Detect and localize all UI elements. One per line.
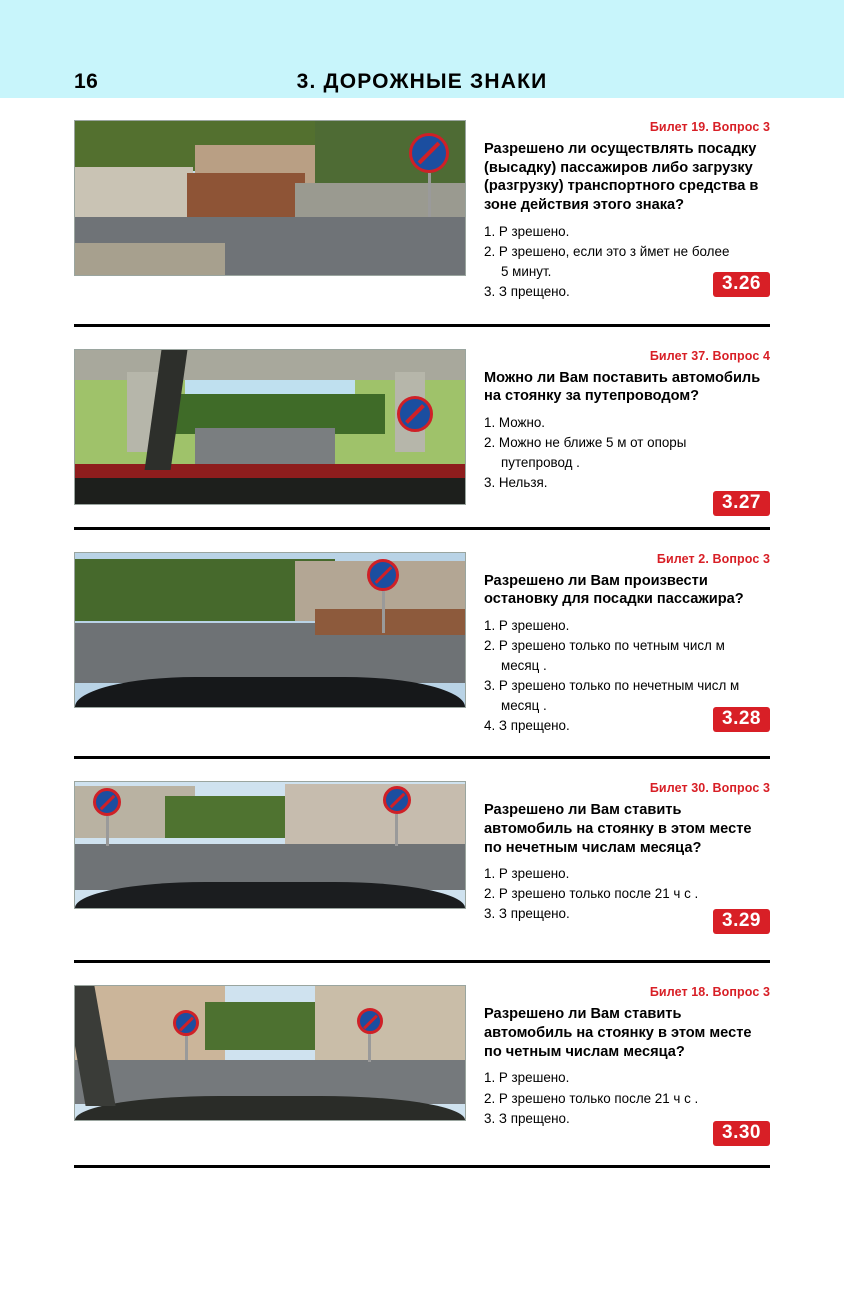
question-block-5 bbox=[74, 963, 770, 1164]
figure-number: 3.26 bbox=[713, 272, 770, 297]
no-stopping-sign bbox=[367, 559, 399, 591]
answer-option: 2. Р зрешено, если это з ймет не более bbox=[484, 243, 730, 259]
answer-list bbox=[484, 1068, 770, 1127]
answer-option: 3. Р зрешено только по нечетным числ м bbox=[484, 678, 740, 694]
question-prompt: Разрешено ли Вам ставить автомобиль на стоянку в этом месте по нечетным числам месяца? bbox=[484, 802, 752, 856]
question-text-4 bbox=[466, 781, 770, 932]
ticket-label: Билет 19. Вопрос 3 bbox=[649, 120, 770, 134]
page-header bbox=[0, 0, 844, 98]
answer-option: 1. Р зрешено. bbox=[484, 223, 570, 239]
answer-option: 2. Р зрешено только после 21 ч с . bbox=[484, 886, 699, 902]
page-number: 16 bbox=[74, 70, 99, 93]
answer-option: 1. Р зрешено. bbox=[484, 1070, 570, 1086]
answer-option: 2. Р зрешено только после 21 ч с . bbox=[484, 1090, 699, 1106]
question-prompt: Разрешено ли Вам произвести остановку для посадки пассажира? bbox=[484, 572, 744, 608]
answer-option: 2. Р зрешено только по четным числ м bbox=[484, 638, 725, 654]
question-photo-3 bbox=[74, 552, 466, 708]
answer-option: 4. З прещено. bbox=[484, 718, 570, 734]
questions-container bbox=[0, 98, 844, 1168]
answer-option: 3. З прещено. bbox=[484, 283, 570, 299]
question-photo-5 bbox=[74, 985, 466, 1121]
question-prompt: Разрешено ли осуществлять посадку (высадку) пассажиров либо загрузку (разгрузку) транспортного средства в зоне действия этого знака? bbox=[484, 141, 759, 214]
divider bbox=[74, 1165, 770, 1168]
figure-number: 3.28 bbox=[713, 707, 770, 732]
question-block-2 bbox=[74, 327, 770, 527]
answer-option: 3. З прещено. bbox=[484, 906, 570, 922]
answer-option: 3. Нельзя. bbox=[484, 475, 548, 491]
question-block-1 bbox=[74, 98, 770, 324]
question-photo-2 bbox=[74, 349, 466, 505]
question-prompt: Разрешено ли Вам ставить автомобиль на стоянку в этом месте по четным числам месяца? bbox=[484, 1006, 752, 1060]
answer-option: 3. З прещено. bbox=[484, 1110, 570, 1126]
question-photo-4 bbox=[74, 781, 466, 909]
question-prompt: Можно ли Вам поставить автомобиль на стоянку за путепроводом? bbox=[484, 369, 761, 405]
question-block-4 bbox=[74, 759, 770, 960]
answer-option-continuation: 5 минут. bbox=[501, 263, 552, 279]
ticket-label: Билет 30. Вопрос 3 bbox=[649, 781, 770, 796]
page-title: 3. ДОРОЖНЫЕ ЗНАКИ bbox=[296, 70, 548, 93]
answer-option: 1. Р зрешено. bbox=[484, 618, 570, 634]
no-stopping-sign bbox=[409, 133, 449, 173]
figure-number: 3.29 bbox=[713, 909, 770, 934]
figure-number: 3.27 bbox=[713, 491, 770, 516]
answer-option-continuation: путепровод . bbox=[501, 455, 580, 471]
answer-option-continuation: месяц . bbox=[501, 658, 547, 674]
no-stopping-sign bbox=[397, 396, 433, 432]
ticket-label: Билет 18. Вопрос 3 bbox=[649, 985, 770, 1000]
answer-list bbox=[484, 413, 770, 492]
figure-number: 3.30 bbox=[713, 1121, 770, 1146]
question-text-3 bbox=[466, 552, 770, 737]
question-text-1 bbox=[466, 120, 770, 302]
question-block-3 bbox=[74, 530, 770, 757]
question-text-2 bbox=[466, 348, 770, 513]
answer-option: 1. Можно. bbox=[484, 415, 546, 431]
answer-option-continuation: месяц . bbox=[501, 698, 547, 714]
answer-option: 1. Р зрешено. bbox=[484, 866, 570, 882]
answer-option: 2. Можно не ближе 5 м от опоры bbox=[484, 435, 687, 451]
question-photo-1 bbox=[74, 120, 466, 276]
ticket-label: Билет 2. Вопрос 3 bbox=[656, 551, 770, 566]
question-text-5 bbox=[466, 985, 770, 1144]
ticket-label: Билет 37. Вопрос 4 bbox=[649, 348, 770, 363]
